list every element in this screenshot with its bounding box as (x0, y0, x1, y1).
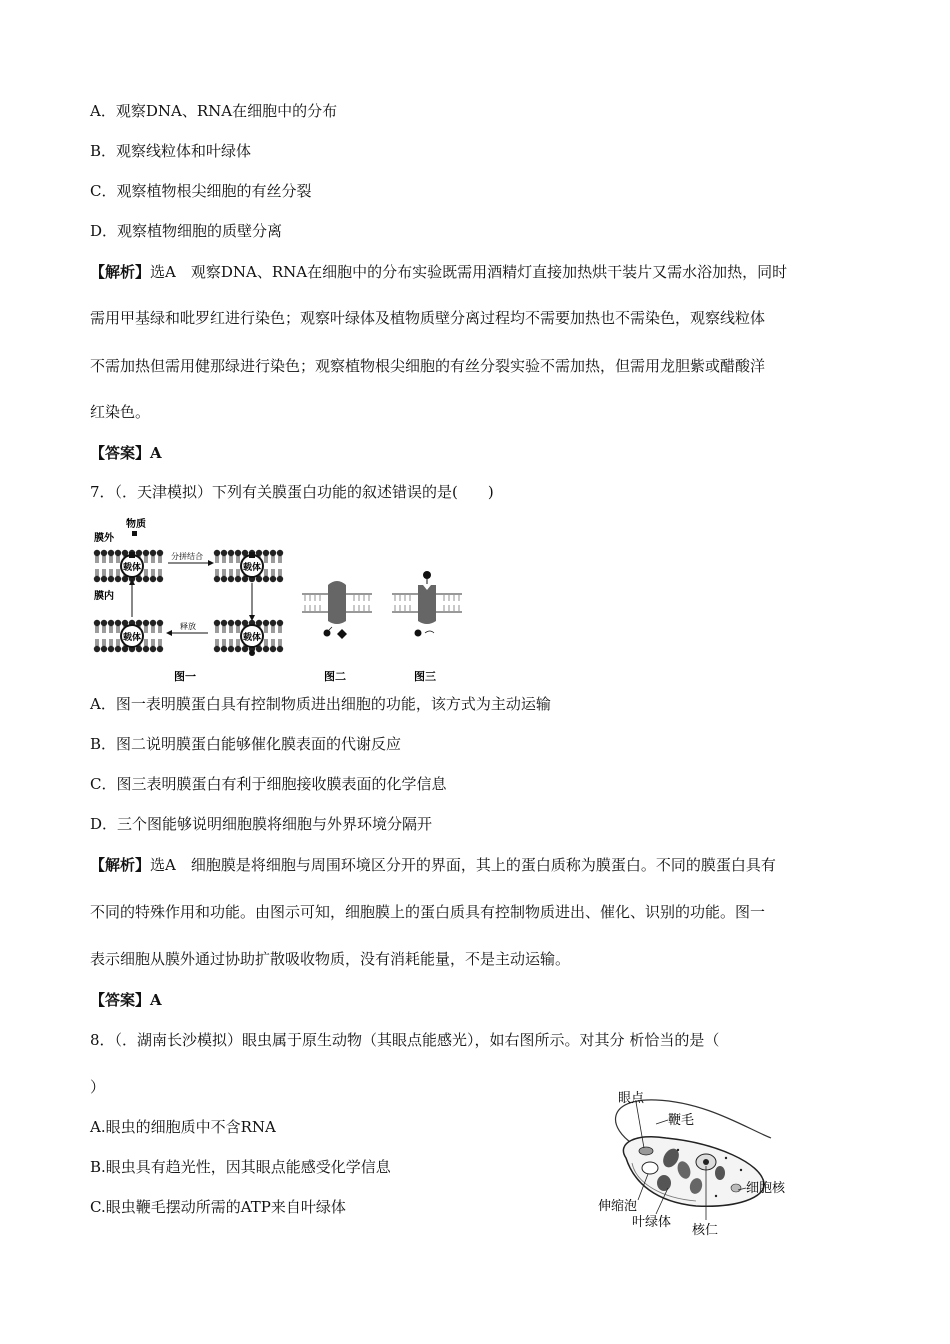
q6-option-c: C．观察植物根尖细胞的有丝分裂 (90, 182, 312, 200)
q7-answer: 【答案】A (90, 991, 162, 1009)
analysis-tag: 【解析】 (90, 856, 151, 874)
q6-analysis-line-2: 需用甲基绿和吡罗红进行染色；观察叶绿体及植物质壁分离过程均不需要加热也不需染色，观察线粒体 (90, 309, 766, 327)
q6-answer: 【答案】A (90, 444, 162, 462)
q7-option-a: A．图一表明膜蛋白具有控制物质进出细胞的功能，该方式为主动运输 (90, 695, 551, 713)
nucleus-label: 细胞核 (746, 1181, 786, 1196)
flagellum-label: 鞭毛 (668, 1113, 695, 1128)
q8-option-a: A.眼虫的细胞质中不含RNA (90, 1118, 276, 1136)
q6-option-d: D．观察植物细胞的质壁分离 (90, 222, 283, 240)
membrane-protein-figure (92, 515, 472, 685)
q8-option-b: B.眼虫具有趋光性，因其眼点能感受化学信息 (90, 1158, 391, 1176)
fig1-caption: 图一 (174, 670, 196, 683)
q8-stem-close: ） (90, 1078, 106, 1096)
outside-label: 膜外 (94, 533, 114, 544)
q7-option-c: C．图三表明膜蛋白有利于细胞接收膜表面的化学信息 (90, 775, 447, 793)
q6-analysis-line-3: 不需加热但需用健那绿进行染色；观察植物根尖细胞的有丝分裂实验不需加热，但需用龙胆紫或醋酸洋 (90, 357, 766, 375)
q8-option-c: C.眼虫鞭毛摆动所需的ATP来自叶绿体 (90, 1198, 346, 1216)
fig2-caption: 图二 (324, 670, 346, 683)
euglena-figure (596, 1088, 816, 1238)
q7-stem: 7．（．天津模拟）下列有关膜蛋白功能的叙述错误的是( ) (90, 483, 494, 501)
carrier-label-2: 载体 (243, 563, 262, 573)
vacuole-label: 伸缩泡 (598, 1199, 638, 1214)
carrier-label-4: 载体 (243, 633, 262, 643)
q7-analysis-line-1 (90, 855, 776, 875)
q6-option-a: A．观察DNA、RNA在细胞中的分布 (90, 102, 338, 120)
carrier-label-1: 载体 (123, 563, 142, 573)
q6-option-b: B．观察线粒体和叶绿体 (90, 142, 252, 160)
q7-analysis-line-2: 不同的特殊作用和功能。由图示可知，细胞膜上的蛋白质具有控制物质进出、催化、识别的功能。图一 (90, 903, 766, 921)
q7-option-d: D．三个图能够说明细胞膜将细胞与外界环境分隔开 (90, 815, 433, 833)
analysis-text: 选A 细胞膜是将细胞与周围环境区分开的界面，其上的蛋白质称为膜蛋白。不同的膜蛋白具有 (150, 856, 776, 874)
analysis-tag: 【解析】 (90, 263, 151, 281)
q8-stem: 8．（．湖南长沙模拟）眼虫属于原生动物（其眼点能感光），如右图所示。对其分 析恰当的是（ (90, 1031, 720, 1049)
separate-bind-label: 分拼结合 (171, 552, 203, 561)
analysis-text: 选A 观察DNA、RNA在细胞中的分布实验既需用酒精灯直接加热烘干装片又需水浴加热，同时 (150, 263, 788, 281)
q6-analysis-line-4: 红染色。 (90, 403, 151, 421)
fig3-caption: 图三 (414, 670, 436, 683)
q7-option-b: B．图二说明膜蛋白能够催化膜表面的代谢反应 (90, 735, 402, 753)
substance-label: 物质 (126, 519, 146, 530)
eyespot-label: 眼点 (618, 1091, 645, 1106)
inside-label: 膜内 (94, 591, 114, 602)
release-label: 释放 (180, 622, 196, 631)
q7-analysis-line-3: 表示细胞从膜外通过协助扩散吸收物质，没有消耗能量，不是主动运输。 (90, 950, 571, 968)
nucleolus-label: 核仁 (692, 1223, 719, 1238)
q6-analysis-line-1 (90, 262, 787, 282)
chloroplast-label: 叶绿体 (632, 1215, 672, 1230)
carrier-label-3: 载体 (123, 633, 142, 643)
